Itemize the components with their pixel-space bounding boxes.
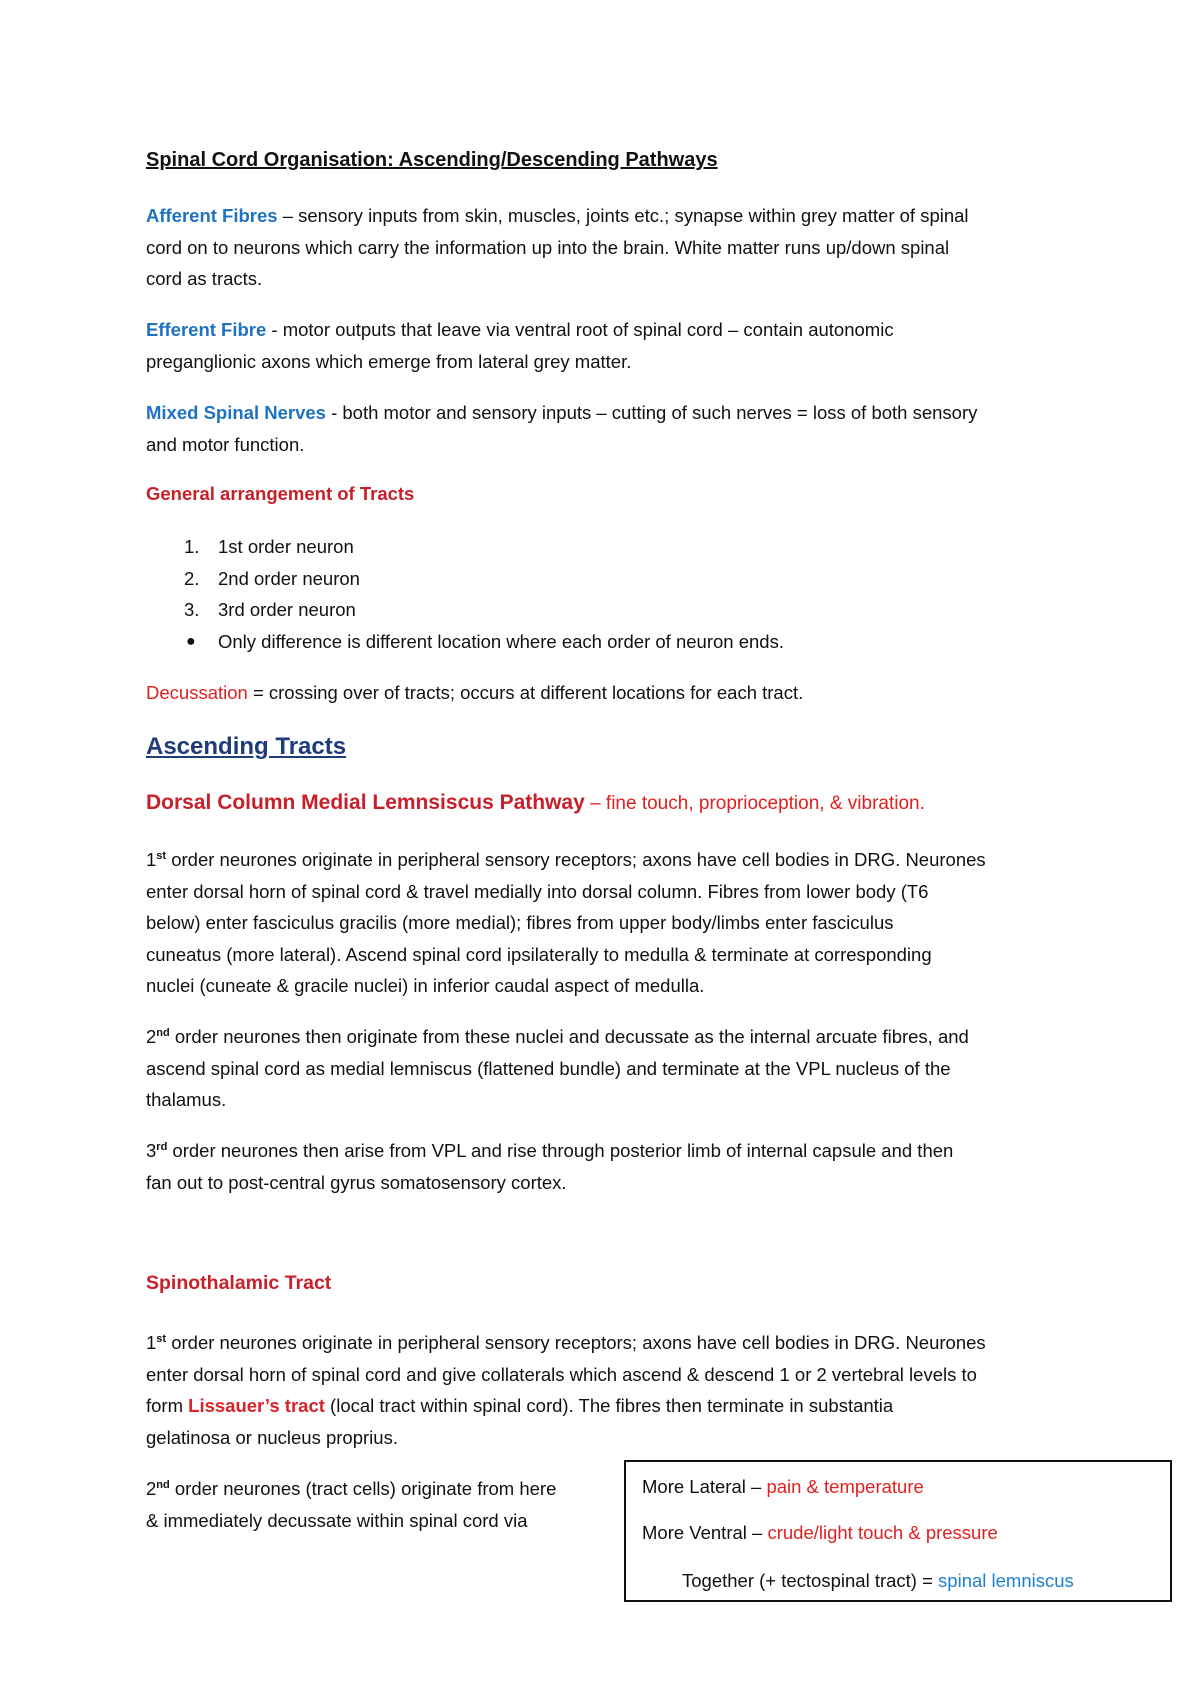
lateral-value: pain & temperature (766, 1476, 924, 1497)
order-number: 3 (146, 1140, 157, 1161)
dcml-p2-line-2: ascend spinal cord as medial lemniscus (flattened bundle) and terminate at the VPL nucleus of the (146, 1057, 951, 1079)
afferent-line-1: – sensory inputs from skin, muscles, joints etc.; synapse within grey matter of spinal (277, 205, 969, 226)
dcml-heading-line (146, 791, 1071, 815)
dcml-paragraph-1 (146, 844, 1071, 1002)
list-text: 3rd order neuron (218, 599, 356, 620)
spino-p1-line-2: enter dorsal horn of spinal cord and give collaterals which ascend & descend 1 or 2 vertebral levels to (146, 1363, 977, 1385)
mixed-nerves-term: Mixed Spinal Nerves (146, 402, 326, 423)
spinothalamic-paragraph-2 (146, 1473, 616, 1536)
spino-p1-line-3a: form (146, 1395, 189, 1416)
efferent-paragraph (146, 314, 1071, 377)
order-suffix: rd (156, 1140, 168, 1153)
afferent-paragraph (146, 200, 1071, 295)
spinothalamic-paragraph-1 (146, 1327, 1071, 1453)
list-item (146, 594, 1071, 626)
ventral-value: crude/light touch & pressure (767, 1522, 998, 1543)
list-item (146, 626, 1071, 658)
dcml-paragraph-2 (146, 1021, 1071, 1116)
order-suffix: nd (156, 1026, 170, 1039)
efferent-line-1: - motor outputs that leave via ventral root of spinal cord – contain autonomic (266, 319, 894, 340)
dcml-p2-line-1: order neurones then originate from these nuclei and decussate as the internal arcuate fibres, and (169, 1026, 969, 1047)
summary-line-lateral (642, 1474, 924, 1500)
mixed-line-2: and motor function. (146, 433, 305, 455)
mixed-nerves-paragraph (146, 397, 1071, 460)
bullet-note: Only difference is different location where each order of neuron ends. (218, 630, 784, 652)
dcml-p3-line-1: order neurones then arise from VPL and rise through posterior limb of internal capsule and then (167, 1140, 954, 1161)
afferent-line-3: cord as tracts. (146, 268, 263, 289)
ascending-tracts-heading: Ascending Tracts (146, 733, 347, 760)
spinothalamic-heading: Spinothalamic Tract (146, 1272, 332, 1294)
order-suffix: st (156, 849, 167, 862)
summary-line-together (682, 1568, 1074, 1594)
together-value: spinal lemniscus (938, 1570, 1074, 1591)
decussation-text: = crossing over of tracts; occurs at different locations for each tract. (247, 682, 804, 703)
dcml-p1-line-3: below) enter fasciculus gracilis (more medial); fibres from upper body/limbs enter fasciculus (146, 912, 894, 933)
list-number: 3. (184, 599, 200, 620)
dcml-p1-line-2: enter dorsal horn of spinal cord & travel medially into dorsal column. Fibres from lower body (T6 (146, 880, 929, 902)
list-item (146, 531, 1071, 563)
dcml-p1-line-5: nuclei (cuneate & gracile nuclei) in inferior caudal aspect of medulla. (146, 975, 705, 996)
general-arrangement-heading: General arrangement of Tracts (146, 483, 415, 504)
dcml-dash: – (584, 793, 606, 814)
efferent-line-2: preganglionic axons which emerge from lateral grey matter. (146, 350, 632, 372)
order-number: 1 (146, 1332, 157, 1353)
spino-p1-line-1: order neurones originate in peripheral sensory receptors; axons have cell bodies in DRG. Neurones (166, 1332, 986, 1353)
order-number: 2 (146, 1026, 157, 1047)
order-list (146, 531, 1071, 657)
spino-p2-line-2: & immediately decussate within spinal cord via (146, 1509, 528, 1531)
list-text: 1st order neuron (218, 536, 354, 557)
order-suffix: nd (156, 1478, 170, 1491)
together-label: Together (+ tectospinal tract) = (682, 1570, 939, 1591)
document-title: Spinal Cord Organisation: Ascending/Descending Pathways (146, 149, 718, 171)
dcml-p1-line-4: cuneatus (more lateral). Ascend spinal cord ipsilaterally to medulla & terminate at corresponding (146, 943, 932, 965)
afferent-term: Afferent Fibres (146, 205, 278, 226)
dcml-p2-line-3: thalamus. (146, 1089, 227, 1110)
dcml-heading: Dorsal Column Medial Lemnsiscus Pathway (146, 791, 585, 814)
spino-p1-line-4: gelatinosa or nucleus proprius. (146, 1426, 398, 1448)
list-number: 1. (184, 536, 200, 557)
list-text: 2nd order neuron (218, 567, 360, 589)
ventral-label: More Ventral – (642, 1522, 768, 1543)
list-number: 2. (184, 567, 200, 589)
summary-line-ventral (642, 1520, 998, 1546)
decussation-paragraph (146, 677, 1071, 709)
bullet-icon: ● (186, 632, 196, 650)
lissauer-term: Lissauer’s tract (188, 1395, 325, 1416)
decussation-term: Decussation (146, 682, 248, 703)
mixed-line-1: - both motor and sensory inputs – cutting of such nerves = loss of both sensory (325, 402, 978, 423)
spino-p2-line-1: order neurones (tract cells) originate from here (169, 1478, 557, 1499)
afferent-line-2: cord on to neurons which carry the information up into the brain. White matter runs up/down spinal (146, 236, 950, 258)
order-suffix: st (156, 1332, 167, 1345)
dcml-p3-line-2: fan out to post-central gyrus somatosensory cortex. (146, 1171, 567, 1193)
order-number: 2 (146, 1478, 157, 1499)
spino-p1-line-3b: (local tract within spinal cord). The fibres then terminate in substantia (324, 1395, 894, 1416)
lateral-label: More Lateral – (642, 1476, 767, 1497)
dcml-p1-line-1: order neurones originate in peripheral sensory receptors; axons have cell bodies in DRG. Neurones (166, 849, 986, 870)
dcml-subtitle: fine touch, proprioception, & vibration. (605, 793, 925, 814)
tract-summary-box (624, 1460, 1172, 1602)
list-item (146, 563, 1071, 595)
order-number: 1 (146, 849, 157, 870)
efferent-term: Efferent Fibre (146, 319, 267, 340)
dcml-paragraph-3 (146, 1135, 1071, 1198)
